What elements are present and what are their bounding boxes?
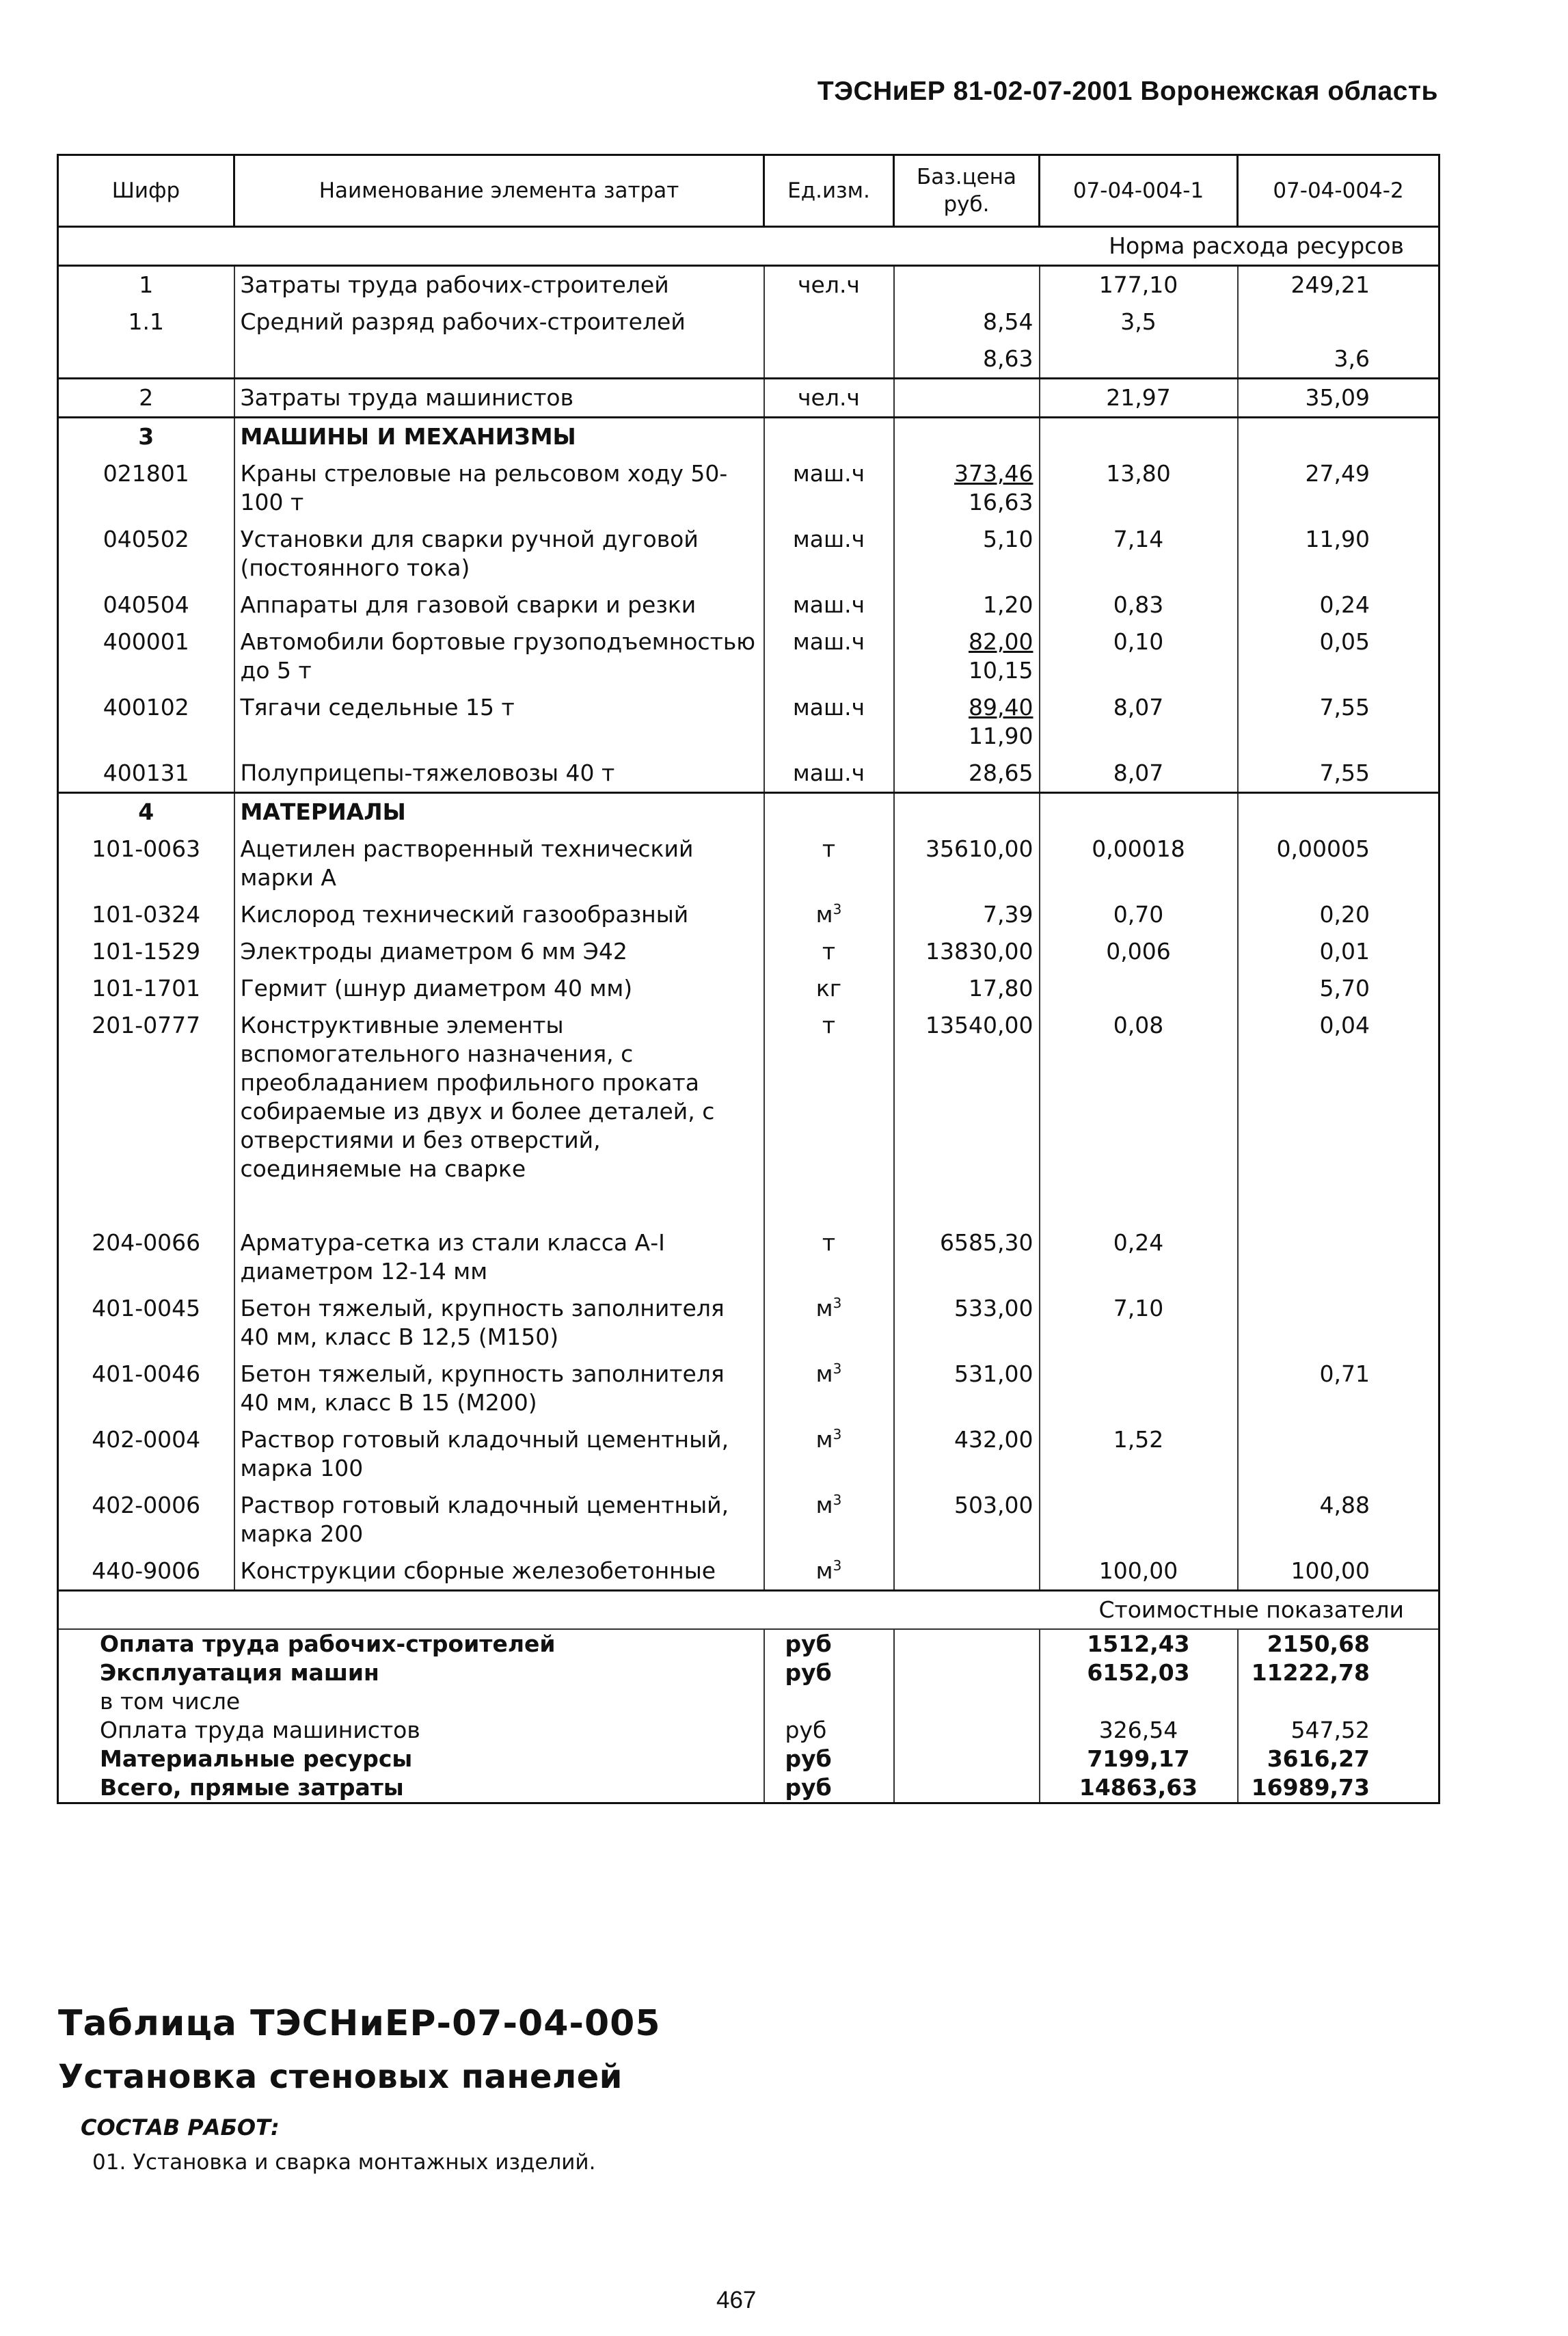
cell-price <box>894 1356 1040 1421</box>
unit-text: маш.ч <box>792 526 865 552</box>
price-value: 5,10 <box>983 526 1033 552</box>
cost-unit: руб <box>764 1659 894 1687</box>
price-value-secondary: 11,90 <box>969 723 1033 749</box>
cell-value-2 <box>1238 1421 1439 1487</box>
table-row <box>58 304 1439 340</box>
cell-code: 201-0777 <box>58 1007 234 1224</box>
table-row <box>58 1421 1439 1487</box>
col-header-price: Баз.цена руб. <box>894 155 1040 227</box>
cell-value-2 <box>1238 304 1439 340</box>
price-value: 82,00 <box>969 628 1033 655</box>
cell-value-2: 0,00005 <box>1238 831 1439 896</box>
cost-label: Оплата труда рабочих-строителей <box>58 1629 764 1659</box>
cell-price <box>894 1553 1040 1591</box>
cell-value-2 <box>1238 418 1439 456</box>
cell-unit <box>764 755 894 793</box>
section-row <box>58 793 1439 831</box>
cell-price <box>894 455 1040 521</box>
cell-value-2: 0,20 <box>1238 896 1439 933</box>
table-row <box>58 1290 1439 1356</box>
cell-unit <box>764 1487 894 1553</box>
table-row <box>58 1356 1439 1421</box>
cost-unit: руб <box>764 1773 894 1803</box>
cell-value-1: 0,006 <box>1040 933 1238 970</box>
unit-text: т <box>822 1229 836 1256</box>
cell-price <box>894 1007 1040 1224</box>
cell-name: Арматура-сетка из стали класса А-I диаметром 12-14 мм <box>234 1224 764 1290</box>
cell-unit <box>764 1421 894 1487</box>
cell-code: 040502 <box>58 521 234 587</box>
unit-text: маш.ч <box>792 694 865 721</box>
price-value: 17,80 <box>969 975 1033 1002</box>
cost-row <box>58 1773 1439 1803</box>
cell-value-2: 0,71 <box>1238 1356 1439 1421</box>
table-row <box>58 689 1439 755</box>
unit-text: маш.ч <box>792 591 865 618</box>
cell-value-2 <box>1238 1290 1439 1356</box>
cost-value-2: 11222,78 <box>1238 1659 1439 1687</box>
unit-superscript: 3 <box>833 1360 842 1377</box>
cell-unit <box>764 587 894 623</box>
unit-superscript: 3 <box>833 1492 842 1508</box>
unit-text: м <box>815 901 833 928</box>
cell-code: 1.1 <box>58 304 234 340</box>
table-row <box>58 933 1439 970</box>
cell-name: Раствор готовый кладочный цементный, марка 100 <box>234 1421 764 1487</box>
cell-name: МАШИНЫ И МЕХАНИЗМЫ <box>234 418 764 456</box>
cost-price-empty <box>894 1745 1040 1773</box>
table-row <box>58 587 1439 623</box>
cell-code: 401-0046 <box>58 1356 234 1421</box>
price-value: 28,65 <box>969 760 1033 786</box>
cell-code: 101-1529 <box>58 933 234 970</box>
cell-value-2 <box>1238 1224 1439 1290</box>
cell-name: Ацетилен растворенный технический марки А <box>234 831 764 896</box>
cell-code: 101-1701 <box>58 970 234 1007</box>
cell-value-2: 0,05 <box>1238 623 1439 689</box>
cell-price <box>894 1421 1040 1487</box>
cell-value-1: 7,10 <box>1040 1290 1238 1356</box>
price-value: 13540,00 <box>925 1012 1033 1038</box>
unit-superscript: 3 <box>833 1557 842 1574</box>
cell-name: Полуприцепы-тяжеловозы 40 т <box>234 755 764 793</box>
cell-name: Конструкции сборные железобетонные <box>234 1553 764 1591</box>
cell-code: 2 <box>58 379 234 418</box>
unit-text: т <box>822 835 836 862</box>
cell-name: Краны стреловые на рельсовом ходу 50-100 т <box>234 455 764 521</box>
cell-name <box>234 340 764 379</box>
table-row <box>58 896 1439 933</box>
cell-value-1: 8,07 <box>1040 689 1238 755</box>
table-row <box>58 1224 1439 1290</box>
cell-value-1: 13,80 <box>1040 455 1238 521</box>
price-value: 6585,30 <box>940 1229 1033 1256</box>
cell-code: 1 <box>58 266 234 304</box>
cell-value-2: 7,55 <box>1238 689 1439 755</box>
cost-table-body <box>58 1591 1439 1803</box>
resource-norm-table <box>57 154 1440 1804</box>
cell-value-1: 0,08 <box>1040 1007 1238 1224</box>
page-number: 467 <box>716 2287 757 2313</box>
cell-unit <box>764 933 894 970</box>
cell-code: 204-0066 <box>58 1224 234 1290</box>
cell-value-1 <box>1040 418 1238 456</box>
cell-unit <box>764 1553 894 1591</box>
cost-label: Эксплуатация машин <box>58 1659 764 1687</box>
cost-row <box>58 1716 1439 1745</box>
cell-value-2: 249,21 <box>1238 266 1439 304</box>
cell-unit <box>764 970 894 1007</box>
norm-band-row <box>58 227 1439 266</box>
cost-value-2: 547,52 <box>1238 1716 1439 1745</box>
works-heading: СОСТАВ РАБОТ: <box>81 2115 280 2140</box>
cell-value-2 <box>1238 793 1439 831</box>
cell-code: 101-0324 <box>58 896 234 933</box>
price-value: 1,20 <box>983 591 1033 618</box>
unit-text: маш.ч <box>792 760 865 786</box>
cost-unit: руб <box>764 1716 894 1745</box>
cell-unit <box>764 623 894 689</box>
cell-name: Установки для сварки ручной дуговой (постоянного тока) <box>234 521 764 587</box>
section-title: Таблица ТЭСНиЕР-07-04-005 <box>58 2003 661 2044</box>
cell-price <box>894 933 1040 970</box>
table-row <box>58 1553 1439 1591</box>
cost-label: в том числе <box>58 1687 764 1716</box>
cell-value-1: 8,07 <box>1040 755 1238 793</box>
cell-name: Затраты труда машинистов <box>234 379 764 418</box>
cell-unit <box>764 896 894 933</box>
cell-unit <box>764 689 894 755</box>
table-row <box>58 970 1439 1007</box>
cell-name: Кислород технический газообразный <box>234 896 764 933</box>
cell-value-1: 0,00018 <box>1040 831 1238 896</box>
price-value: 533,00 <box>954 1295 1033 1321</box>
cell-code <box>58 340 234 379</box>
cell-unit <box>764 379 894 418</box>
cell-value-2: 0,04 <box>1238 1007 1439 1224</box>
cell-value-1 <box>1040 340 1238 379</box>
cell-value-1: 21,97 <box>1040 379 1238 418</box>
price-value: 35610,00 <box>925 835 1033 862</box>
table-row <box>58 379 1439 418</box>
cost-band-row <box>58 1591 1439 1630</box>
cost-value-2: 16989,73 <box>1238 1773 1439 1803</box>
cost-price-empty <box>894 1716 1040 1745</box>
cell-price <box>894 689 1040 755</box>
cell-value-1 <box>1040 793 1238 831</box>
cell-name: Автомобили бортовые грузоподъемностью до 5 т <box>234 623 764 689</box>
unit-superscript: 3 <box>833 1295 842 1311</box>
cost-value-1: 14863,63 <box>1040 1773 1238 1803</box>
cell-code: 402-0006 <box>58 1487 234 1553</box>
cost-price-empty <box>894 1629 1040 1659</box>
cost-value-1 <box>1040 1687 1238 1716</box>
cost-label: Всего, прямые затраты <box>58 1773 764 1803</box>
cell-unit <box>764 1224 894 1290</box>
cell-name: Бетон тяжелый, крупность заполнителя 40 мм, класс В 15 (М200) <box>234 1356 764 1421</box>
cell-value-1 <box>1040 1487 1238 1553</box>
cell-name: Гермит (шнур диаметром 40 мм) <box>234 970 764 1007</box>
price-value: 503,00 <box>954 1492 1033 1518</box>
cell-code: 021801 <box>58 455 234 521</box>
unit-text: м <box>815 1360 833 1387</box>
cell-price <box>894 755 1040 793</box>
cell-value-2: 0,01 <box>1238 933 1439 970</box>
unit-text: чел.ч <box>798 271 860 298</box>
cell-value-1: 0,83 <box>1040 587 1238 623</box>
cell-name: Раствор готовый кладочный цементный, марка 200 <box>234 1487 764 1553</box>
works-item: 01. Установка и сварка монтажных изделий. <box>92 2150 596 2175</box>
cell-price <box>894 970 1040 1007</box>
price-value: 373,46 <box>954 460 1033 487</box>
cell-unit <box>764 304 894 340</box>
cost-unit: руб <box>764 1745 894 1773</box>
table-row <box>58 455 1439 521</box>
cell-unit <box>764 831 894 896</box>
cell-value-1: 177,10 <box>1040 266 1238 304</box>
cell-price <box>894 587 1040 623</box>
cost-band-label: Стоимостные показатели <box>58 1591 1439 1630</box>
cell-value-2: 100,00 <box>1238 1553 1439 1591</box>
table-row <box>58 340 1439 379</box>
cell-name: Средний разряд рабочих-строителей <box>234 304 764 340</box>
price-value: 7,39 <box>983 901 1033 928</box>
unit-text: маш.ч <box>792 628 865 655</box>
cost-value-1: 1512,43 <box>1040 1629 1238 1659</box>
cell-price <box>894 1487 1040 1553</box>
col-header-v2: 07-04-004-2 <box>1238 155 1439 227</box>
section-row <box>58 418 1439 456</box>
unit-text: кг <box>815 975 842 1002</box>
cell-price <box>894 379 1040 418</box>
document-header: ТЭСНиЕР 81-02-07-2001 Воронежская область <box>817 77 1438 106</box>
price-value: 8,63 <box>983 345 1033 372</box>
cell-code: 402-0004 <box>58 1421 234 1487</box>
price-value: 531,00 <box>954 1360 1033 1387</box>
cost-label: Материальные ресурсы <box>58 1745 764 1773</box>
cell-value-2: 0,24 <box>1238 587 1439 623</box>
norm-band-label: Норма расхода ресурсов <box>58 227 1439 266</box>
col-header-code: Шифр <box>58 155 234 227</box>
cost-price-empty <box>894 1659 1040 1687</box>
cell-code: 401-0045 <box>58 1290 234 1356</box>
cost-price-empty <box>894 1687 1040 1716</box>
cell-value-1 <box>1040 970 1238 1007</box>
col-header-unit: Ед.изм. <box>764 155 894 227</box>
unit-text: м <box>815 1426 833 1453</box>
cell-price <box>894 521 1040 587</box>
table-row <box>58 831 1439 896</box>
unit-text: т <box>822 938 836 965</box>
cost-row <box>58 1629 1439 1659</box>
unit-text: м <box>815 1295 833 1321</box>
cell-name: Аппараты для газовой сварки и резки <box>234 587 764 623</box>
cell-unit <box>764 793 894 831</box>
cost-label: Оплата труда машинистов <box>58 1716 764 1745</box>
cell-value-2: 5,70 <box>1238 970 1439 1007</box>
table-row <box>58 521 1439 587</box>
cell-name: Электроды диаметром 6 мм Э42 <box>234 933 764 970</box>
unit-text: маш.ч <box>792 460 865 487</box>
cell-code: 400131 <box>58 755 234 793</box>
cell-code: 101-0063 <box>58 831 234 896</box>
cost-value-2: 3616,27 <box>1238 1745 1439 1773</box>
cell-name: МАТЕРИАЛЫ <box>234 793 764 831</box>
cell-value-2: 7,55 <box>1238 755 1439 793</box>
cost-value-1: 7199,17 <box>1040 1745 1238 1773</box>
cell-unit <box>764 1007 894 1224</box>
cell-name: Бетон тяжелый, крупность заполнителя 40 мм, класс В 12,5 (М150) <box>234 1290 764 1356</box>
unit-text: м <box>815 1492 833 1518</box>
cell-name: Затраты труда рабочих-строителей <box>234 266 764 304</box>
cost-value-1: 326,54 <box>1040 1716 1238 1745</box>
cost-unit <box>764 1687 894 1716</box>
cell-name: Тягачи седельные 15 т <box>234 689 764 755</box>
price-value: 89,40 <box>969 694 1033 721</box>
table-header-row <box>58 155 1439 227</box>
cell-price <box>894 418 1040 456</box>
cell-value-2: 11,90 <box>1238 521 1439 587</box>
cost-row <box>58 1659 1439 1687</box>
table-row <box>58 755 1439 793</box>
cell-code: 400001 <box>58 623 234 689</box>
norm-table-body <box>58 227 1439 1591</box>
cell-unit <box>764 521 894 587</box>
cost-row <box>58 1745 1439 1773</box>
cell-price <box>894 266 1040 304</box>
cell-price <box>894 304 1040 340</box>
unit-text: м <box>815 1557 833 1584</box>
cell-name: Конструктивные элементы вспомогательного назначения, с преобладанием профильного проката собираемые из двух и более деталей, с отверстиями и без отверстий, соединяемые на сварке <box>234 1007 764 1224</box>
cost-value-2: 2150,68 <box>1238 1629 1439 1659</box>
table-row <box>58 1007 1439 1224</box>
cell-price <box>894 623 1040 689</box>
cell-value-1: 0,10 <box>1040 623 1238 689</box>
cost-price-empty <box>894 1773 1040 1803</box>
cell-price <box>894 1290 1040 1356</box>
cell-unit <box>764 266 894 304</box>
price-value-secondary: 10,15 <box>969 657 1033 684</box>
unit-text: чел.ч <box>798 384 860 411</box>
unit-superscript: 3 <box>833 901 842 917</box>
cell-code: 440-9006 <box>58 1553 234 1591</box>
cell-unit <box>764 418 894 456</box>
cell-value-1: 7,14 <box>1040 521 1238 587</box>
cost-value-2 <box>1238 1687 1439 1716</box>
price-value-secondary: 16,63 <box>969 489 1033 515</box>
cell-unit <box>764 1356 894 1421</box>
cell-value-1 <box>1040 1356 1238 1421</box>
cell-value-2: 35,09 <box>1238 379 1439 418</box>
cell-value-1: 0,70 <box>1040 896 1238 933</box>
unit-text: т <box>822 1012 836 1038</box>
cell-price <box>894 340 1040 379</box>
cell-value-2: 4,88 <box>1238 1487 1439 1553</box>
cost-unit: руб <box>764 1629 894 1659</box>
cost-row <box>58 1687 1439 1716</box>
table-row <box>58 1487 1439 1553</box>
cell-unit <box>764 340 894 379</box>
col-header-v1: 07-04-004-1 <box>1040 155 1238 227</box>
price-value: 13830,00 <box>925 938 1033 965</box>
cell-value-1: 0,24 <box>1040 1224 1238 1290</box>
cost-value-1: 6152,03 <box>1040 1659 1238 1687</box>
price-value: 432,00 <box>954 1426 1033 1453</box>
cell-code: 4 <box>58 793 234 831</box>
cell-value-1: 100,00 <box>1040 1553 1238 1591</box>
cell-price <box>894 793 1040 831</box>
cell-price <box>894 831 1040 896</box>
cell-code: 040504 <box>58 587 234 623</box>
section-subtitle: Установка стеновых панелей <box>58 2058 623 2096</box>
cell-code: 3 <box>58 418 234 456</box>
table-row <box>58 266 1439 304</box>
cell-price <box>894 1224 1040 1290</box>
cell-price <box>894 896 1040 933</box>
price-value: 8,54 <box>983 308 1033 335</box>
cell-unit <box>764 1290 894 1356</box>
col-header-name: Наименование элемента затрат <box>234 155 764 227</box>
cell-value-2: 3,6 <box>1238 340 1439 379</box>
cell-value-1: 1,52 <box>1040 1421 1238 1487</box>
cell-value-2: 27,49 <box>1238 455 1439 521</box>
cell-value-1: 3,5 <box>1040 304 1238 340</box>
table-row <box>58 623 1439 689</box>
cell-code: 400102 <box>58 689 234 755</box>
unit-superscript: 3 <box>833 1426 842 1442</box>
cell-unit <box>764 455 894 521</box>
